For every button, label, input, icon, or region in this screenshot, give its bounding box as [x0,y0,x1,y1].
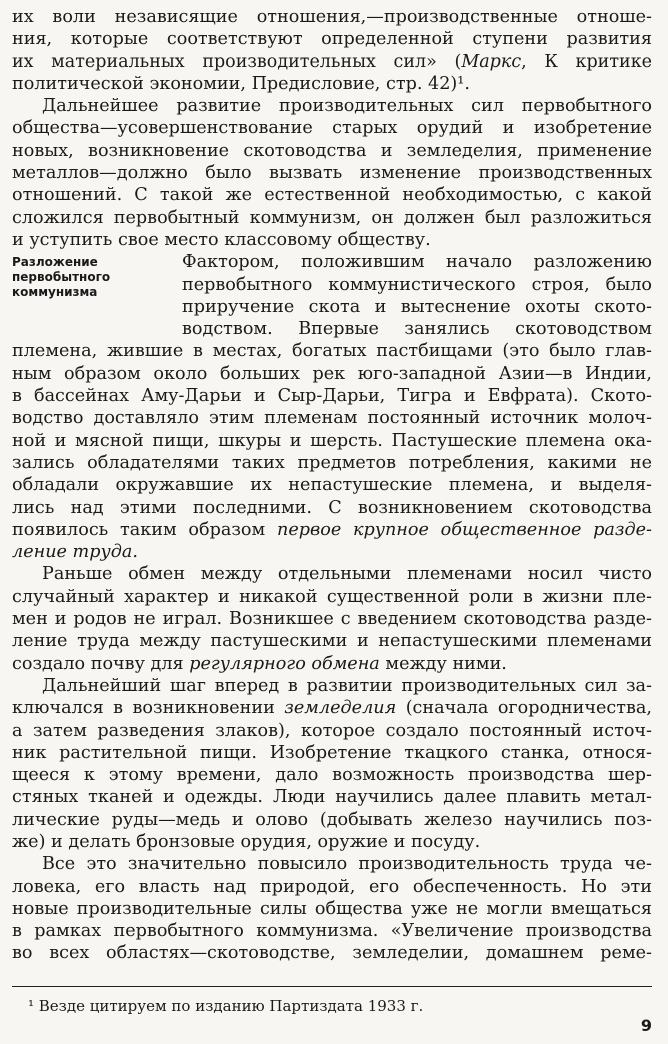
paragraph-4 [12,563,652,674]
paragraph-2 [12,95,652,251]
paragraph-5 [12,675,652,853]
text-line: щееся к этому времени, дало возможность производства шер- [12,765,652,786]
footnote-divider [12,986,652,987]
text-line: появилось таким образом первое крупное общественное разде- [12,519,652,540]
text-line: водство доставляло этим племенам постоянный источник молоч- [12,408,652,429]
text-line: Дальнейший шаг вперед в развитии производительных сил за- [42,675,652,696]
text-line: в рамках первобытного коммунизма. «Увеличение производства [12,921,652,942]
text-line: сложился первобытный коммунизм, он должен был разложиться [12,207,652,228]
paragraph-6 [12,853,652,964]
text-line: мен и родов не играл. Возникшее с введением скотоводства разде- [12,609,652,630]
text-line: во всех областях—скотоводстве, земледелии, домашнем реме- [12,943,652,964]
text-line: Дальнейшее развитие производительных сил первобытного [42,96,652,117]
text-line: создало почву для регулярного обмена между ними. [12,653,507,674]
text-line: ным образом около больших рек юго-западной Азии—в Индии, [12,363,652,384]
emphasis: первое крупное общественное разде- [276,519,652,540]
text-line: приручение скота и вытеснение охоты ското- [182,296,652,317]
text-line: Фактором, положившим начало разложению [182,252,652,273]
text-line: же) и делать бронзовые орудия, оружие и посуду. [12,831,481,852]
text-line: а затем разведения злаков), которое создало постоянный источ- [12,720,652,741]
text-line: стяных тканей и одежды. Люди научились далее плавить метал- [12,787,652,808]
page-number: 9 [640,1016,652,1035]
text-line: ление труда. [12,542,138,563]
text-line: случайный характер и никакой существенной роли в жизни пле- [12,586,652,607]
text-line: водством. Впервые занялись скотоводством [182,319,652,340]
text-line: Раньше обмен между отдельными племенами носил чисто [42,564,652,585]
body-text [12,6,652,965]
text-line: в бассейнах Аму-Дарьи и Сыр-Дарьи, Тигра и Евфрата). Ското- [12,386,652,407]
sidenote-row [12,251,652,340]
author-name: Маркс [461,51,522,72]
text-line: лись над этими последними. С возникновением скотоводства [12,497,652,518]
text-line: зались обладателями таких предметов потребления, какими не [12,452,652,473]
margin-heading: Разложение первобытного коммунизма [12,255,111,300]
text-line: их воли независящие отношения,—производственные отноше- [12,7,652,27]
text-line: ния, которые соответствуют определенной ступени развития [12,29,652,50]
text-line: ление труда между пастушескими и непастушескими племенами [12,631,652,652]
text-line: первобытного коммунистического строя, было [182,274,652,295]
text-line: ключался в возникновении земледелия (сначала огородничества, [12,698,652,719]
footnote: ¹ Везде цитируем по изданию Партиздата 1933 г. [28,997,424,1015]
text-line: ловека, его власть над природой, его обеспеченность. Но эти [12,876,652,897]
text-line: новых, возникновение скотоводства и земледелия, применение [12,140,652,161]
text-line: общества—усовершенствование старых орудий и изобретение [12,118,652,139]
text-line: их материальных производительных сил» (Маркс, К критике [12,51,652,72]
text-line: отношений. С такой же естественной необходимостью, с какой [12,185,652,206]
text-line: новые производительные силы общества уже не могли вмещаться [12,898,652,919]
paragraph-1 [12,6,652,95]
paragraph-3 [12,251,652,563]
text-line: металлов—должно было вызвать изменение производственных [12,163,652,184]
emphasis: земледелия [284,698,397,719]
emphasis: регулярного обмена [189,653,380,674]
text-line: лические руды—медь и олово (добывать железо научились поз- [12,809,652,830]
text-line: ник растительной пищи. Изобретение ткацкого станка, относя- [12,742,652,763]
text-line: Все это значительно повысило производительность труда че- [42,854,652,875]
text-line: ной и мясной пищи, шкуры и шерсть. Пастушеские племена ока- [12,430,652,451]
text-line: политической экономии, Предисловие, стр. 42)¹. [12,73,470,94]
text-line: и уступить свое место классовому обществу. [12,229,431,250]
text-line: обладали окружавшие их непастушеские племена, и выделя- [12,475,652,496]
text-line: племена, жившие в местах, богатых пастбищами (это было глав- [12,341,652,362]
